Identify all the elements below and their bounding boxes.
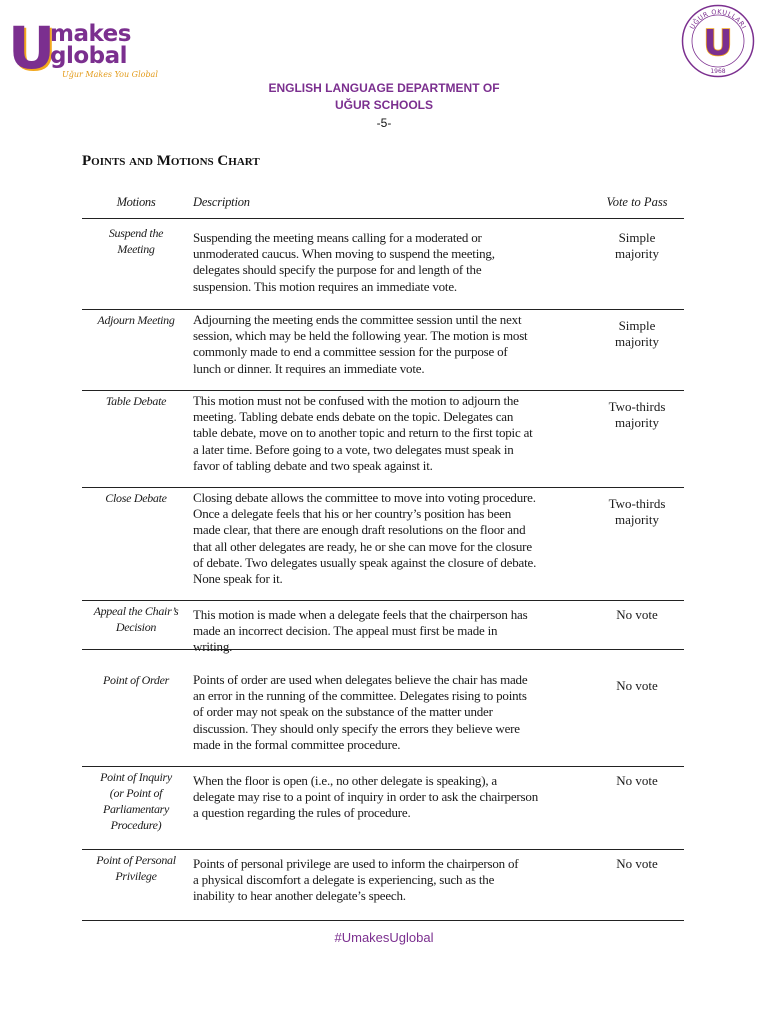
description-cell-line: that all other delegates are ready, he or she can move for the closure <box>193 538 532 554</box>
motion-cell-line: Procedure) <box>110 818 162 832</box>
motion-cell <box>82 603 190 635</box>
table-row <box>82 219 684 310</box>
motion-cell-line: Point of Personal <box>96 853 176 867</box>
motion-cell-line: Point of Order <box>102 673 170 687</box>
department-line-2: UĞUR SCHOOLS <box>334 98 433 112</box>
vote-cell-line: Two-thirds <box>608 496 666 511</box>
description-cell-line: Suspending the meeting means calling for a moderated or <box>193 230 482 245</box>
description-cell-line: commonly made to end a committee session for the purpose of <box>193 344 508 360</box>
description-cell-line: a later time. Before going to a vote, two delegates must speak in <box>193 441 514 457</box>
seal-letter: U <box>703 23 733 64</box>
vote-cell-line: No vote <box>616 773 658 788</box>
vote-cell <box>590 678 684 694</box>
vote-cell-line: majority <box>614 512 660 528</box>
description-cell-line: a question regarding the rules of procedure. <box>193 805 411 821</box>
vote-cell <box>590 773 684 789</box>
description-cell-line: This motion is made when a delegate feels that the chairperson has <box>193 607 528 622</box>
description-cell-line: inability to hear another delegate’s speech. <box>193 888 406 904</box>
vote-cell-line: majority <box>614 246 660 262</box>
table-row <box>82 767 684 850</box>
description-cell-line: made in the formal committee procedure. <box>193 736 401 752</box>
table-header <box>82 187 684 219</box>
description-cell <box>193 230 578 295</box>
description-cell-line: session, which may be held the following year. The motion is most <box>193 328 528 344</box>
motion-cell-line: Table Debate <box>105 394 167 408</box>
department-line-1: ENGLISH LANGUAGE DEPARTMENT OF <box>268 81 500 95</box>
motion-cell <box>82 490 190 506</box>
description-cell-line: made an incorrect decision. The appeal must first be made in <box>193 623 498 639</box>
vote-cell <box>590 399 684 431</box>
description-cell-line: writing. <box>193 639 233 655</box>
description-cell-line: None speak for it. <box>193 571 283 587</box>
description-cell <box>193 490 578 587</box>
description-cell-line: an error in the running of the committee. Delegates rising to points <box>193 688 527 704</box>
table-row <box>82 601 684 655</box>
points-motions-table <box>82 187 684 921</box>
description-cell-line: Closing debate allows the committee to move into voting procedure. <box>193 490 536 505</box>
description-cell-line: When the floor is open (i.e., no other delegate is speaking), a <box>193 773 497 788</box>
vote-cell <box>590 607 684 623</box>
motion-cell-line: Point of Inquiry <box>100 770 172 784</box>
logo-tagline: Uğur Makes You Global <box>62 70 158 79</box>
motion-cell <box>82 769 190 833</box>
motion-cell-line: Appeal the Chair’s <box>93 604 179 618</box>
motion-cell-line: Decision <box>115 620 157 634</box>
header-description: Description <box>193 195 250 209</box>
vote-cell-line: No vote <box>616 856 658 871</box>
umakesuglobal-logo <box>8 14 158 82</box>
motion-cell-line: Meeting <box>117 242 155 256</box>
header-vote: Vote to Pass <box>606 195 668 209</box>
table-row <box>82 650 684 767</box>
motion-cell-line: Privilege <box>115 869 157 883</box>
motion-cell-line: Suspend the <box>108 226 164 240</box>
motion-cell <box>82 852 190 884</box>
logo-makes-text: makes <box>50 21 131 47</box>
description-cell-line: of debate. Two delegates usually speak against the closure of debate. <box>193 554 537 570</box>
motion-cell-line: Adjourn Meeting <box>97 313 175 327</box>
description-cell-line: suspension. This motion requires an immediate vote. <box>193 278 457 294</box>
description-cell <box>193 856 578 905</box>
description-cell-line: a physical discomfort a delegate is experiencing, such as the <box>193 872 495 888</box>
description-cell <box>193 607 578 656</box>
description-cell-line: Points of order are used when delegates believe the chair has made <box>193 672 528 687</box>
description-cell <box>193 773 578 822</box>
description-cell-line: Adjourning the meeting ends the committee session until the next <box>193 312 522 327</box>
vote-cell-line: Two-thirds <box>608 399 666 414</box>
description-cell-line: This motion must not be confused with the motion to adjourn the <box>193 393 519 408</box>
ugur-okullari-seal-icon <box>681 4 755 78</box>
vote-cell-line: No vote <box>616 607 658 622</box>
motion-cell-line: Parliamentary <box>102 802 170 816</box>
description-cell-line: unmoderated caucus. When moving to suspend the meeting, <box>193 246 495 262</box>
motion-cell <box>82 312 190 328</box>
motion-cell <box>82 393 190 409</box>
table-body <box>82 219 684 921</box>
logo-u-letter: U <box>8 14 56 82</box>
table-row <box>82 391 684 488</box>
vote-cell-line: Simple <box>618 318 656 333</box>
description-cell-line: Once a delegate feels that his or her country’s position has been <box>193 506 512 522</box>
motion-cell-line: Close Debate <box>105 491 167 505</box>
vote-cell-line: majority <box>614 415 660 431</box>
vote-cell <box>590 318 684 350</box>
motion-cell <box>82 672 190 688</box>
description-cell <box>193 393 578 474</box>
table-row <box>82 310 684 391</box>
description-cell-line: discussion. They should only specify the errors they believe were <box>193 720 520 736</box>
vote-cell-line: No vote <box>616 678 658 693</box>
page-number: -5- <box>376 116 392 130</box>
seal-year: 1968 <box>710 68 726 75</box>
motion-cell <box>82 225 190 257</box>
description-cell-line: Points of personal privilege are used to inform the chairperson of <box>193 856 519 871</box>
description-cell-line: made clear, that there are enough draft resolutions on the floor and <box>193 522 526 538</box>
table-row <box>82 488 684 601</box>
description-cell-line: delegates should specify the purpose for and length of the <box>193 262 482 278</box>
description-cell <box>193 672 578 753</box>
description-cell-line: delegate may rise to a point of inquiry in order to ask the chairperson <box>193 789 538 805</box>
description-cell <box>193 312 578 377</box>
table-row <box>82 850 684 921</box>
header-motions: Motions <box>116 195 156 209</box>
vote-cell <box>590 856 684 872</box>
description-cell-line: of order may not speak on the substance of the matter under <box>193 704 493 720</box>
description-cell-line: meeting. Tabling debate ends debate on the topic. Delegates can <box>193 409 514 425</box>
seal-top-text: UĞUR OKULLARI <box>688 7 748 31</box>
page-title: Points and Motions Chart <box>82 153 260 169</box>
vote-cell <box>590 496 684 528</box>
logo-global-text: global <box>50 43 128 69</box>
footer-hashtag: #UmakesUglobal <box>334 930 434 945</box>
description-cell-line: table debate, move on to another topic and return to the first topic at <box>193 425 533 441</box>
vote-cell <box>590 230 684 262</box>
vote-cell-line: Simple <box>618 230 656 245</box>
vote-cell-line: majority <box>614 334 660 350</box>
motion-cell-line: (or Point of <box>109 786 163 800</box>
description-cell-line: favor of tabling debate and two speak against it. <box>193 457 433 473</box>
description-cell-line: lunch or dinner. It requires an immediate vote. <box>193 360 425 376</box>
